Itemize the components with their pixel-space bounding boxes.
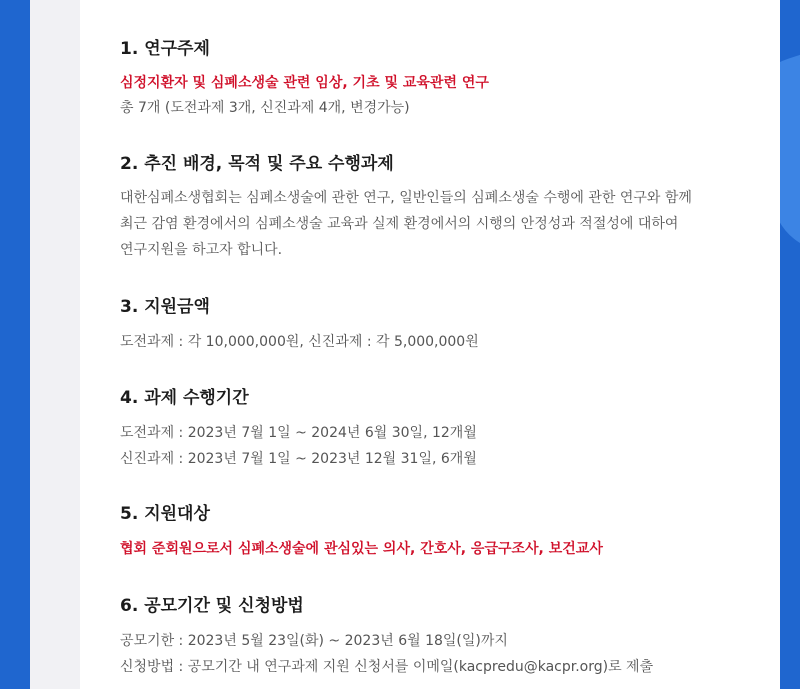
left-blue-border [0, 0, 30, 689]
section-text-line: 총 7개 (도전과제 3개, 신진과제 4개, 변경가능) [120, 100, 410, 116]
section-heading: 5. 지원대상 [120, 504, 210, 524]
section-heading: 4. 과제 수행기간 [120, 388, 249, 408]
section-text-line: 도전과제 : 2023년 7월 1일 ~ 2024년 6월 30일, 12개월 [120, 425, 477, 441]
content-card [80, 0, 780, 689]
section-text-line: 연구지원을 하고자 합니다. [120, 242, 283, 258]
page-frame [30, 0, 770, 689]
section-project-period [120, 387, 760, 472]
section-eligibility [120, 503, 760, 559]
section-text-line: 신청방법 : 공모기간 내 연구과제 지원 신청서를 이메일(kacpredu@kacpr.org)로 제출 [120, 659, 654, 675]
section-text-line: 공모기한 : 2023년 5월 23일(화) ~ 2023년 6월 18일(일)까지 [120, 633, 508, 649]
section-highlight: 협회 준회원으로서 심폐소생술에 관심있는 의사, 간호사, 응급구조사, 보건교사 [120, 541, 603, 557]
section-funding-amount [120, 296, 760, 355]
section-research-topic [120, 38, 760, 121]
section-text-line: 대한심폐소생협회는 심폐소생술에 관한 연구, 일반인들의 심폐소생술 수행에 관한 연구와 함께 [120, 190, 692, 206]
section-text-line: 신진과제 : 2023년 7월 1일 ~ 2023년 12월 31일, 6개월 [120, 451, 477, 467]
section-heading: 2. 추진 배경, 목적 및 주요 수행과제 [120, 154, 394, 174]
section-text-line: 최근 감염 환경에서의 심폐소생술 교육과 실제 환경에서의 시행의 안정성과 적절성에 대하여 [120, 216, 679, 232]
section-highlight: 심정지환자 및 심폐소생술 관련 임상, 기초 및 교육관련 연구 [120, 75, 489, 91]
section-background-purpose [120, 153, 760, 263]
section-heading: 3. 지원금액 [120, 297, 210, 317]
section-text-line: 도전과제 : 각 10,000,000원, 신진과제 : 각 5,000,000원 [120, 334, 479, 350]
section-heading: 6. 공모기간 및 신청방법 [120, 596, 304, 616]
section-heading: 1. 연구주제 [120, 39, 210, 59]
section-application-method [120, 595, 760, 680]
